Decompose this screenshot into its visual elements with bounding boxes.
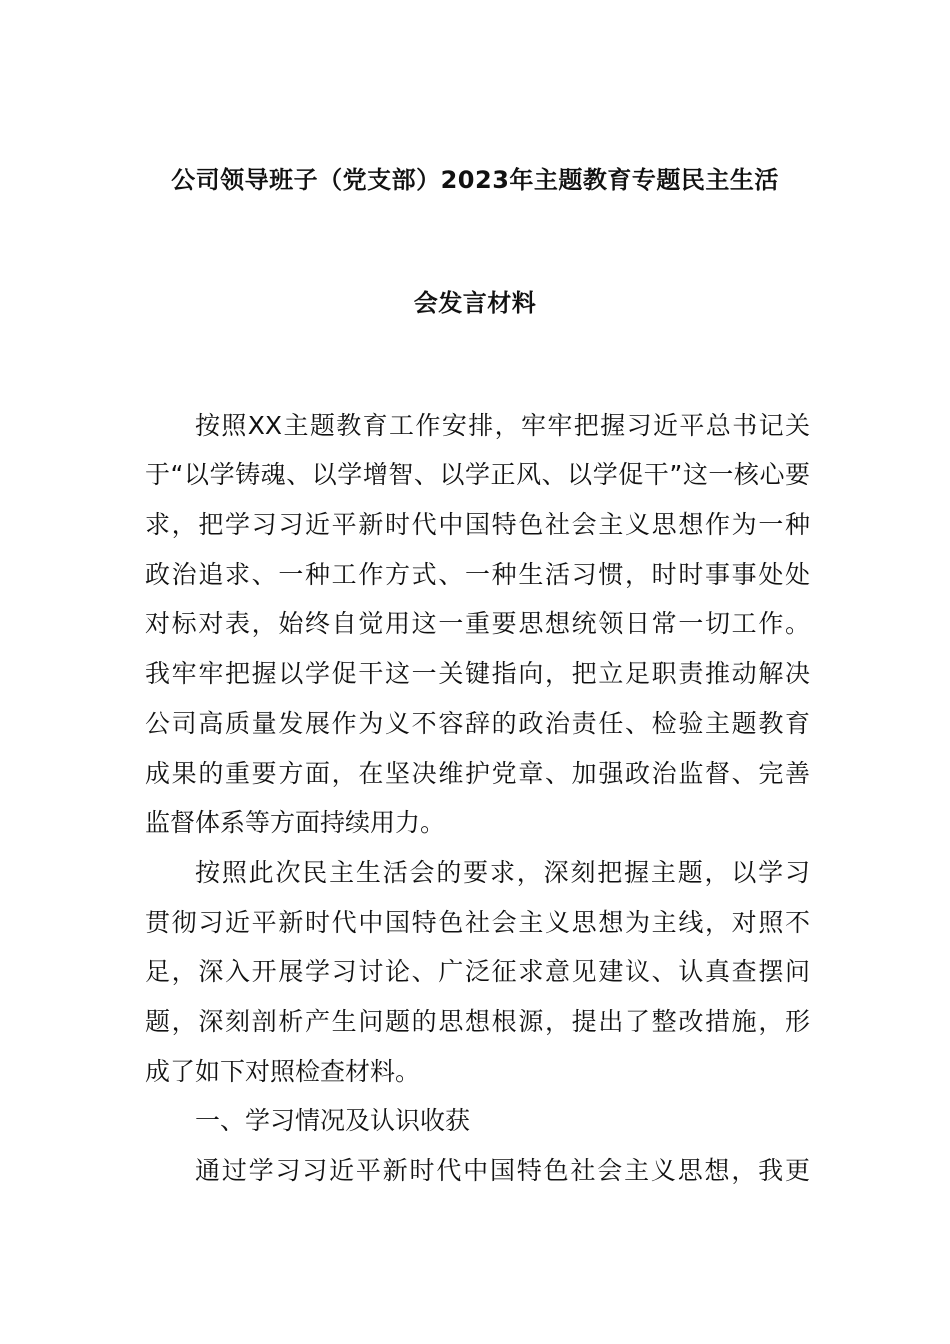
paragraph-2-line-5: 成了如下对照检查材料。 (145, 1057, 421, 1086)
document-title-line-2: 会发言材料 (413, 289, 537, 317)
paragraph-1-line-1: 按照XX主题教育工作安排，牢牢把握习近平总书记关 (195, 411, 810, 440)
paragraph-2-line-4: 题，深刻剖析产生问题的思想根源，提出了整改措施，形 (145, 1007, 810, 1036)
paragraph-1-line-3: 求，把学习习近平新时代中国特色社会主义思想作为一种 (145, 510, 810, 539)
paragraph-1-line-4: 政治追求、一种工作方式、一种生活习惯，时时事事处处 (145, 560, 810, 589)
paragraph-2-line-3: 足，深入开展学习讨论、广泛征求意见建议、认真查摆问 (145, 957, 810, 986)
paragraph-1-line-6: 我牢牢把握以学促干这一关键指向，把立足职责推动解决 (145, 659, 810, 688)
paragraph-1-line-7: 公司高质量发展作为义不容辞的政治责任、检验主题教育 (145, 709, 810, 738)
paragraph-1-line-8: 成果的重要方面，在坚决维护党章、加强政治监督、完善 (145, 759, 810, 788)
paragraph-1-line-2: 于“以学铸魂、以学增智、以学正风、以学促干”这一核心要 (145, 460, 810, 489)
section-heading-1: 一、学习情况及认识收获 (195, 1106, 471, 1135)
document-title-line-1: 公司领导班子（党支部）2023年主题教育专题民主生活 (171, 166, 779, 194)
paragraph-1-line-5: 对标对表，始终自觉用这一重要思想统领日常一切工作。 (145, 609, 810, 638)
paragraph-2-line-2: 贯彻习近平新时代中国特色社会主义思想为主线，对照不 (145, 908, 810, 937)
paragraph-2-line-1: 按照此次民主生活会的要求，深刻把握主题，以学习 (195, 858, 810, 887)
paragraph-1-line-9: 监督体系等方面持续用力。 (145, 808, 446, 837)
paragraph-3-line-1: 通过学习习近平新时代中国特色社会主义思想，我更 (195, 1156, 810, 1185)
